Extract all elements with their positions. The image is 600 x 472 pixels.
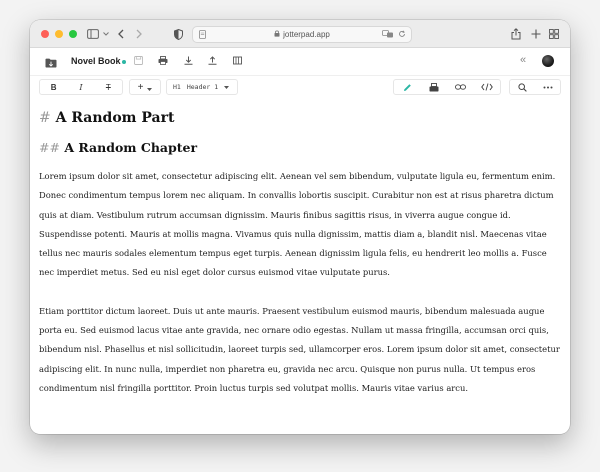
link-icon[interactable] xyxy=(447,80,474,94)
strikethrough-button[interactable]: T xyxy=(105,82,111,92)
text-style-group xyxy=(39,79,123,95)
sidebar-menu-chevron-icon[interactable] xyxy=(102,27,110,41)
folder-icon[interactable] xyxy=(45,55,57,73)
translate-icon[interactable] xyxy=(382,30,394,40)
share-icon[interactable] xyxy=(510,27,522,41)
format-toolbar xyxy=(30,76,570,98)
minimize-window-button[interactable] xyxy=(55,30,63,38)
mode-group xyxy=(393,79,501,95)
typewriter-icon[interactable] xyxy=(421,80,448,94)
address-bar[interactable] xyxy=(192,26,412,43)
forward-chevron-icon[interactable] xyxy=(134,27,144,41)
page-icon xyxy=(199,30,206,41)
avatar[interactable] xyxy=(542,55,554,67)
reader-mode-icon[interactable] xyxy=(233,56,242,65)
insert-menu-button[interactable] xyxy=(129,79,161,95)
tab-overview-icon[interactable] xyxy=(548,27,560,41)
url-text: jotterpad.app xyxy=(283,30,330,39)
reload-icon[interactable] xyxy=(398,30,406,40)
code-icon[interactable] xyxy=(474,80,501,94)
heading-2 xyxy=(39,140,561,155)
browser-toolbar xyxy=(30,20,570,48)
paragraph: Lorem ipsum dolor sit amet, consectetur adipiscing elit. Aenean vel sem bibendum, vulputate ligula eu, fermentum enim. Donec condimentum tempus lorem nec aliquam. In convallis lobortis suscipit. Curabitur non est at risus pharetra dictum quis at diam. Vestibulum rutrum accumsan dignissim. Mauris finibus sagittis risus, in viverra augue congue id. Suspendisse potenti. Mauris at mollis magna. Vivamus quis nulla dignissim, mattis diam a, blandit nisl. Maecenas vitae tellus nec mauris sodales elementum tempus eget turpis. Aenean dignissim ligula felis, eu hendrerit leo mollis a. Fusce nec imperdiet metus. Sed eu nisl eget dolor cursus euismod vitae vulputate purus. xyxy=(39,171,556,278)
sidebar-toggle-icon[interactable] xyxy=(84,27,102,41)
heading-1 xyxy=(39,110,561,126)
sync-status-dot xyxy=(122,60,126,64)
upload-icon[interactable] xyxy=(208,56,217,65)
editor-area[interactable] xyxy=(30,98,570,434)
insert-plus-label: + xyxy=(137,81,144,93)
chevron-down-icon xyxy=(147,78,152,96)
h2-text: A Random Chapter xyxy=(64,140,198,155)
italic-button[interactable]: I xyxy=(79,82,83,92)
lock-icon xyxy=(274,30,280,39)
document-title[interactable]: Novel Book xyxy=(71,56,121,66)
close-window-button[interactable] xyxy=(41,30,49,38)
h1-text: A Random Part xyxy=(55,110,175,126)
back-chevron-icon[interactable] xyxy=(116,27,126,41)
search-icon[interactable] xyxy=(510,80,535,94)
heading-level-prefix: H1 xyxy=(173,83,181,91)
app-header xyxy=(30,48,570,76)
chevron-down-icon xyxy=(224,83,229,91)
h2-markdown-marker: ## xyxy=(39,140,60,155)
new-tab-icon[interactable] xyxy=(530,27,542,41)
h1-markdown-marker: # xyxy=(39,110,51,126)
traffic-lights xyxy=(41,30,77,38)
browser-window xyxy=(30,20,570,434)
collapse-sidebar-icon[interactable]: « xyxy=(520,54,527,66)
download-icon[interactable] xyxy=(184,56,193,65)
zoom-window-button[interactable] xyxy=(69,30,77,38)
privacy-shield-icon[interactable] xyxy=(172,27,184,41)
save-icon[interactable] xyxy=(134,56,143,65)
more-options-icon[interactable] xyxy=(535,80,560,94)
heading-select[interactable] xyxy=(166,79,238,95)
bold-button[interactable]: B xyxy=(50,82,57,92)
heading-level-value: Header 1 xyxy=(186,83,219,91)
print-icon[interactable] xyxy=(158,56,168,65)
utility-group xyxy=(509,79,561,95)
edit-pen-icon[interactable] xyxy=(394,80,421,94)
paragraph: Etiam porttitor dictum laoreet. Duis ut ante mauris. Praesent vestibulum euismod mauris, bibendum malesuada augue porta eu. Sed euismod lacus vitae ante gravida, nec ornare odio egestas. Nullam ut massa fringilla, accumsan orci quis, bibendum nisl. Phasellus et nisl sollicitudin, laoreet turpis sed, ullamcorper eros. Lorem ipsum dolor sit amet, consectetur adipiscing elit. In nunc nulla, imperdiet non pharetra eu, gravida nec arcu. Quisque non purus nulla. Ut tempus eros condimentum nisl fringilla porttitor. Proin luctus turpis sed volutpat mollis. Mauris vitae varius arcu. xyxy=(39,305,560,393)
